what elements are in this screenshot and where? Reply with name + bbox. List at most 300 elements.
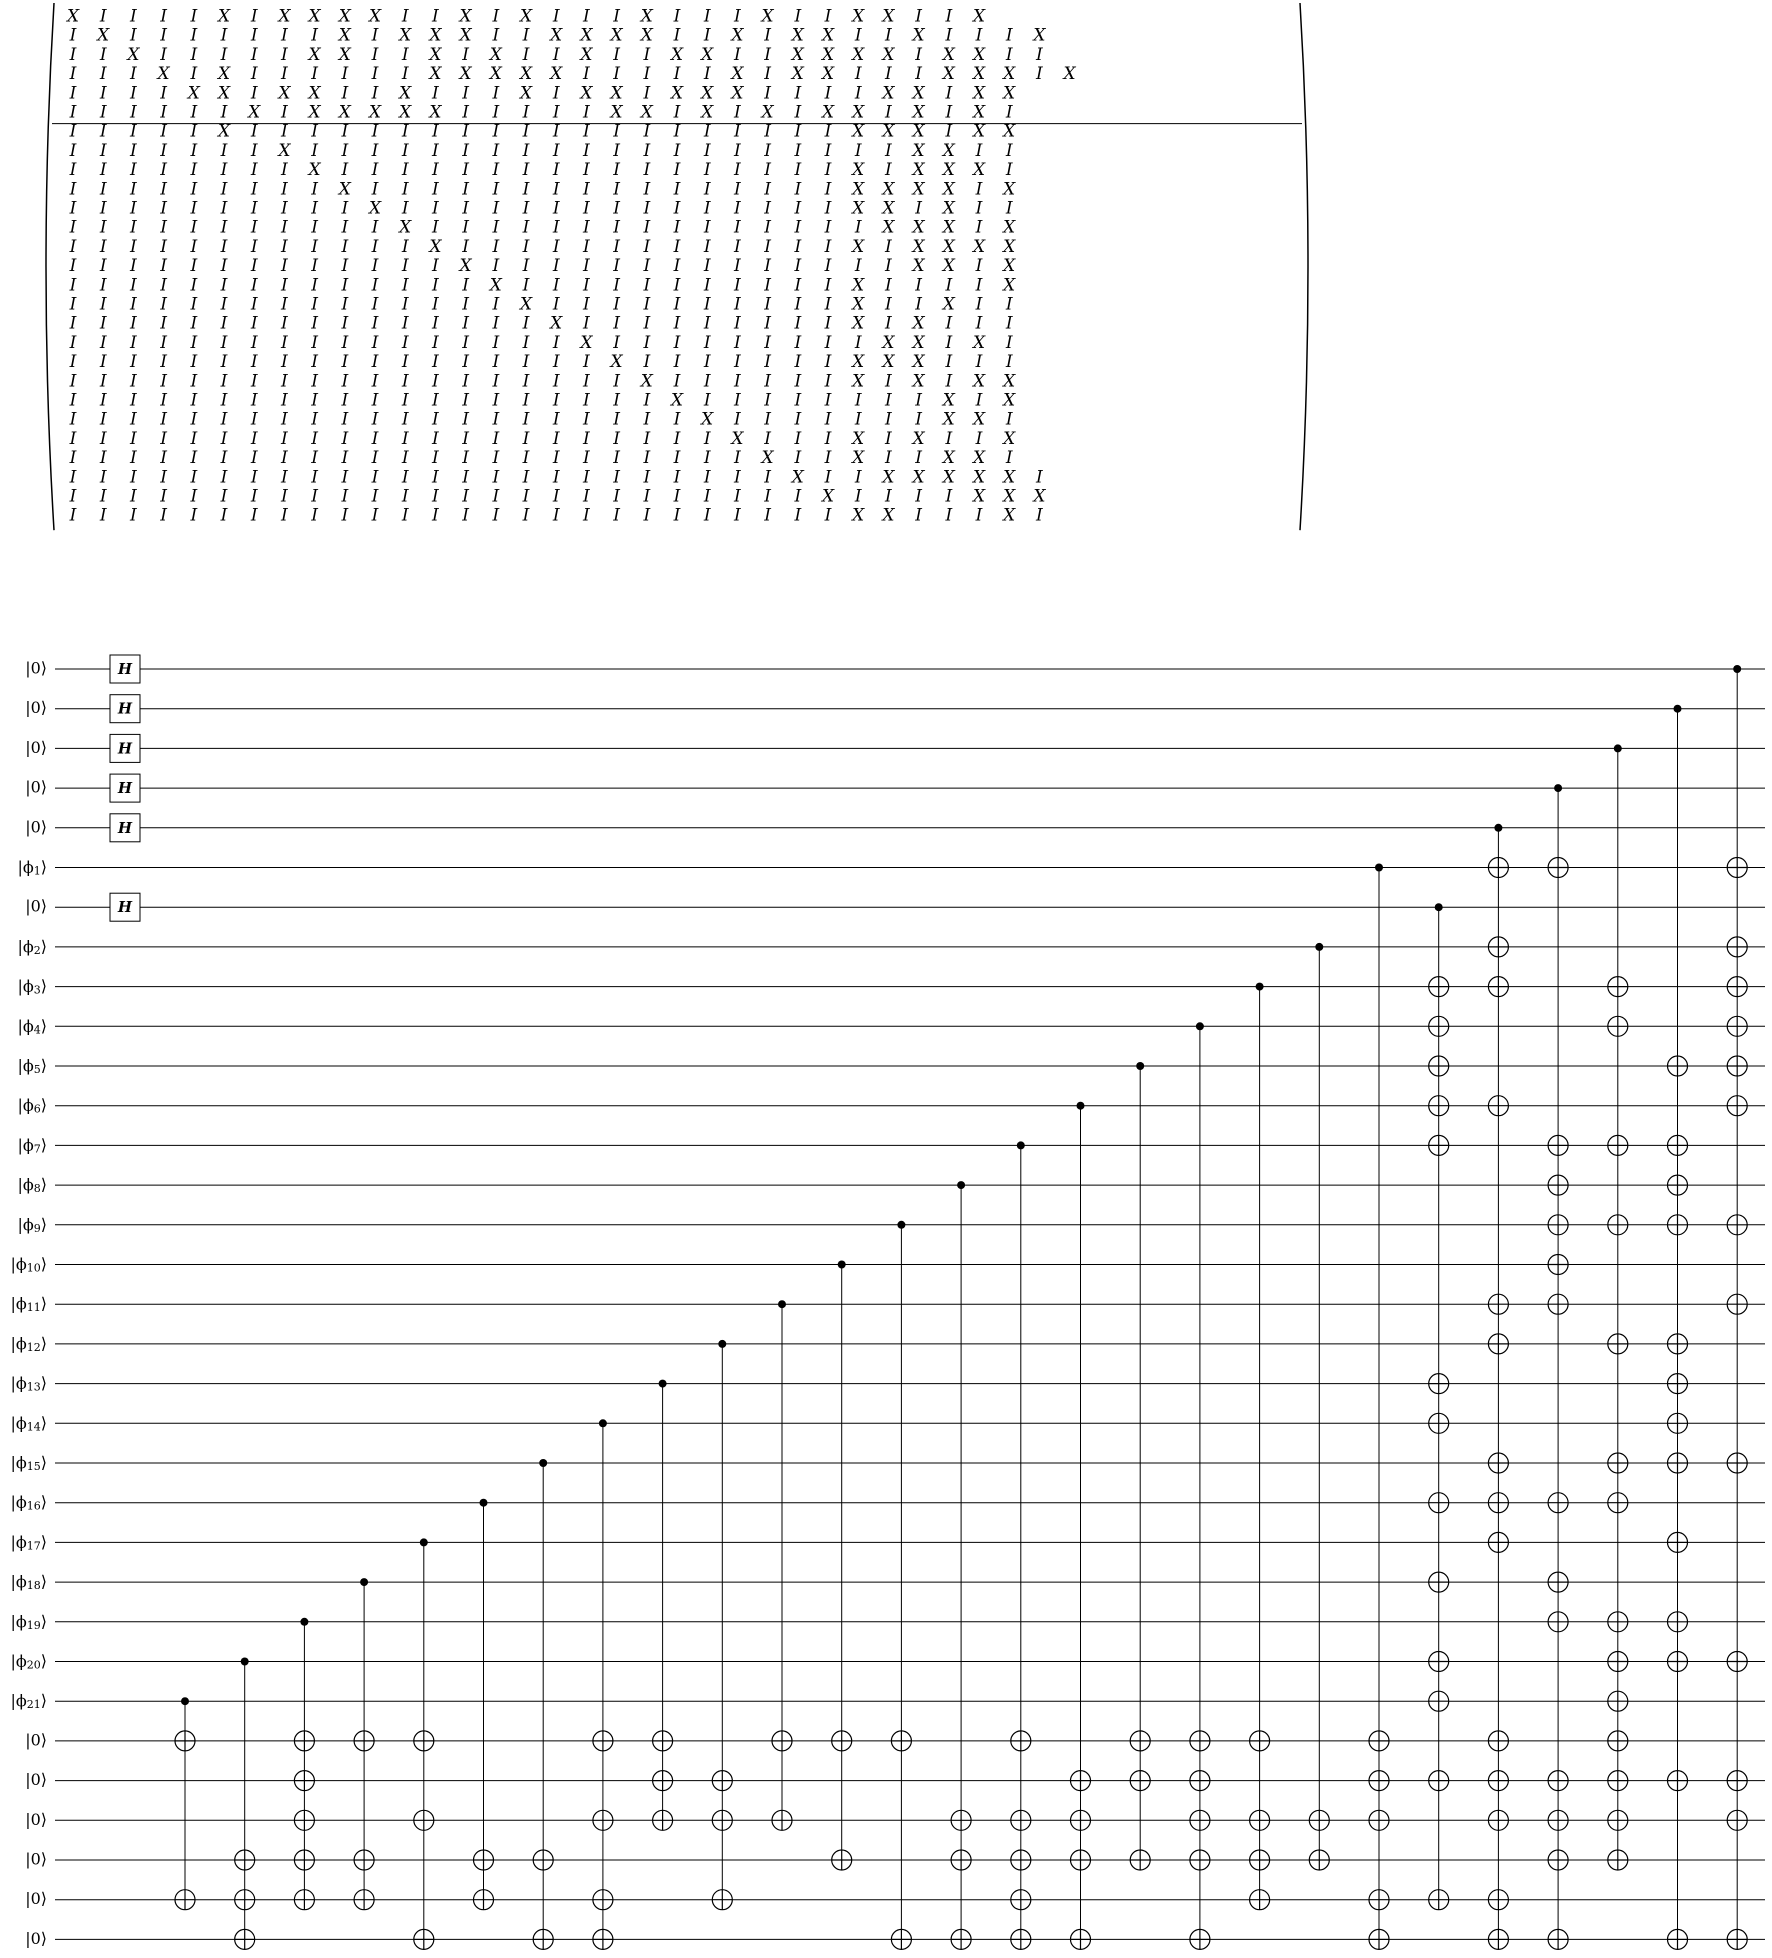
matrix-entry: I: [673, 198, 681, 219]
matrix-entry: I: [764, 428, 771, 449]
matrix-entry: I: [552, 160, 560, 181]
matrix-entry: I: [522, 505, 530, 526]
matrix-entry: I: [915, 486, 922, 507]
matrix-entry: I: [613, 256, 620, 277]
matrix-entry: I: [432, 121, 439, 142]
matrix-entry: I: [764, 294, 771, 315]
matrix-entry: I: [220, 352, 228, 373]
matrix-entry: I: [522, 256, 530, 277]
matrix-entry: X: [942, 160, 955, 181]
matrix-entry: I: [432, 390, 439, 411]
matrix-entry: I: [1036, 467, 1043, 488]
matrix-entry: X: [217, 6, 231, 27]
matrix-entry: I: [975, 179, 983, 200]
matrix-entry: I: [69, 390, 77, 411]
matrix-entry: I: [281, 44, 288, 65]
wire-label: $|\phi_{19}⟩$: [10, 1611, 47, 1632]
matrix-entry: I: [794, 121, 802, 142]
matrix-entry: I: [794, 83, 802, 104]
matrix-entry: I: [764, 140, 771, 161]
matrix-entry: I: [99, 409, 107, 430]
matrix-entry: I: [794, 486, 802, 507]
matrix-entry: I: [341, 160, 349, 181]
matrix-entry: I: [703, 198, 711, 219]
matrix-entry: I: [854, 332, 862, 353]
wire-label: |0⟩: [25, 1928, 47, 1948]
matrix-entry: I: [734, 294, 741, 315]
matrix-entry: I: [130, 256, 137, 277]
matrix-entry: I: [885, 294, 892, 315]
matrix-entry: I: [643, 44, 651, 65]
matrix-entry: I: [190, 486, 198, 507]
matrix-entry: I: [401, 256, 409, 277]
matrix-entry: I: [401, 505, 409, 526]
matrix-entry: I: [975, 140, 983, 161]
matrix-entry: I: [915, 294, 922, 315]
matrix-entry: I: [130, 64, 137, 85]
matrix-entry: X: [399, 83, 412, 104]
matrix-entry: X: [942, 44, 955, 65]
matrix-entry: I: [371, 371, 379, 392]
matrix-entry: I: [69, 428, 77, 449]
matrix-entry: I: [552, 486, 560, 507]
matrix-entry: I: [220, 217, 228, 238]
matrix-entry: I: [552, 409, 560, 430]
matrix-entry: X: [942, 64, 955, 85]
matrix-entry: I: [462, 121, 469, 142]
matrix-entry: X: [338, 179, 351, 200]
matrix-entry: X: [640, 6, 653, 27]
matrix-entry: X: [821, 486, 835, 507]
matrix-entry: I: [703, 179, 711, 200]
matrix-entry: I: [190, 44, 198, 65]
matrix-entry: I: [764, 236, 771, 257]
matrix-entry: I: [401, 6, 409, 27]
matrix-entry: I: [824, 467, 832, 488]
matrix-entry: X: [701, 102, 714, 123]
matrix-entry: X: [912, 428, 925, 449]
matrix-entry: I: [734, 179, 741, 200]
matrix-entry: I: [915, 505, 922, 526]
matrix-entry: I: [432, 294, 439, 315]
matrix-entry: X: [519, 83, 533, 104]
matrix-entry: I: [643, 352, 651, 373]
matrix-entry: I: [734, 448, 741, 469]
matrix-right-paren: [1300, 3, 1308, 530]
matrix-entry: I: [794, 505, 802, 526]
matrix-entry: I: [160, 428, 167, 449]
control-dot: [1375, 864, 1383, 872]
matrix-entry: I: [250, 486, 258, 507]
matrix-entry: I: [794, 102, 802, 123]
matrix-entry: I: [552, 179, 560, 200]
matrix-entry: I: [1005, 448, 1013, 469]
matrix-entry: I: [190, 505, 198, 526]
matrix-entry: I: [734, 332, 741, 353]
matrix-entry: I: [794, 390, 802, 411]
control-dot: [1435, 903, 1443, 911]
matrix-entry: X: [821, 102, 835, 123]
matrix-entry: I: [824, 352, 832, 373]
matrix-entry: I: [734, 102, 741, 123]
matrix-entry: I: [250, 428, 258, 449]
matrix-entry: I: [250, 160, 258, 181]
matrix-entry: I: [492, 371, 500, 392]
matrix-entry: I: [552, 352, 560, 373]
matrix-entry: I: [462, 44, 469, 65]
matrix-entry: I: [975, 313, 983, 334]
matrix-entry: I: [824, 121, 832, 142]
matrix-entry: I: [1005, 102, 1013, 123]
matrix-entry: I: [794, 217, 802, 238]
matrix-entry: I: [371, 140, 379, 161]
matrix-entry: I: [462, 505, 469, 526]
matrix-entry: I: [764, 121, 771, 142]
control-dot: [480, 1499, 488, 1507]
matrix-entry: X: [308, 6, 321, 27]
matrix-entry: X: [1003, 505, 1016, 526]
matrix-entry: I: [432, 83, 439, 104]
matrix-entry: I: [99, 256, 107, 277]
hadamard-label: H: [117, 699, 133, 718]
matrix-entry: I: [190, 390, 198, 411]
matrix-entry: I: [824, 6, 832, 27]
matrix-entry: I: [583, 217, 590, 238]
matrix-entry: X: [912, 160, 925, 181]
matrix-entry: I: [885, 486, 892, 507]
matrix-entry: I: [885, 64, 892, 85]
matrix-entry: I: [824, 428, 832, 449]
matrix-entry: I: [432, 275, 439, 296]
matrix-entry: I: [734, 409, 741, 430]
matrix-entry: I: [220, 505, 228, 526]
matrix-entry: X: [308, 44, 321, 65]
matrix-entry: I: [69, 505, 77, 526]
matrix-entry: I: [975, 294, 983, 315]
matrix-entry: I: [311, 25, 318, 46]
wire-label: $|\phi_{21}⟩$: [10, 1690, 47, 1712]
matrix-entry: I: [130, 371, 137, 392]
hadamard-label: H: [117, 898, 133, 917]
matrix-entry: I: [643, 121, 651, 142]
matrix-entry: I: [492, 160, 500, 181]
matrix-entry: I: [824, 275, 832, 296]
matrix-entry: I: [673, 102, 681, 123]
matrix-entry: I: [734, 6, 741, 27]
matrix-entry: I: [311, 256, 318, 277]
matrix-entry: I: [764, 275, 771, 296]
matrix-entry: I: [250, 313, 258, 334]
matrix-entry: X: [1003, 467, 1016, 488]
matrix-entry: I: [341, 121, 349, 142]
matrix-entry: I: [583, 486, 590, 507]
matrix-entry: I: [311, 294, 318, 315]
matrix-entry: I: [190, 313, 198, 334]
matrix-entry: I: [220, 25, 228, 46]
matrix-entry: I: [220, 428, 228, 449]
matrix-entry: X: [1003, 179, 1016, 200]
matrix-entry: X: [640, 371, 653, 392]
matrix-entry: I: [311, 140, 318, 161]
matrix-entry: I: [250, 294, 258, 315]
matrix-entry: I: [341, 294, 349, 315]
matrix-entry: I: [583, 313, 590, 334]
matrix-entry: I: [371, 313, 379, 334]
matrix-entry: I: [160, 294, 167, 315]
matrix-entry: I: [552, 102, 560, 123]
matrix-entry: I: [311, 217, 318, 238]
matrix-entry: I: [643, 332, 651, 353]
matrix-entry: X: [368, 6, 382, 27]
matrix-entry: I: [824, 409, 832, 430]
matrix-entry: I: [250, 256, 258, 277]
matrix-entry: I: [794, 6, 802, 27]
matrix-entry: I: [281, 352, 288, 373]
matrix-entry: X: [912, 352, 925, 373]
matrix-entry: I: [462, 313, 469, 334]
matrix-entry: X: [912, 217, 925, 238]
matrix-entry: I: [311, 371, 318, 392]
matrix-entry: X: [429, 25, 442, 46]
matrix-entry: I: [945, 352, 953, 373]
matrix-entry: X: [791, 64, 804, 85]
wire-label: |0⟩: [25, 817, 47, 837]
matrix-entry: X: [852, 198, 865, 219]
matrix-entry: I: [99, 121, 107, 142]
matrix-entry: I: [764, 25, 771, 46]
matrix-entry: X: [610, 25, 623, 46]
matrix-entry: I: [552, 217, 560, 238]
matrix-entry: I: [462, 371, 469, 392]
matrix-entry: I: [673, 236, 681, 257]
wire-label: $|\phi_{10}⟩$: [10, 1254, 47, 1275]
matrix-entry: I: [492, 25, 500, 46]
matrix-entry: I: [885, 275, 892, 296]
matrix-entry: I: [130, 179, 137, 200]
wire-label: $|\phi_{15}⟩$: [10, 1452, 47, 1473]
matrix-entry: I: [794, 294, 802, 315]
matrix-entry: I: [69, 371, 77, 392]
matrix-entry: I: [522, 102, 530, 123]
matrix-entry: X: [278, 6, 291, 27]
matrix-entry: I: [190, 64, 198, 85]
matrix-entry: I: [99, 505, 107, 526]
wire-label: |0⟩: [25, 1809, 47, 1829]
matrix-entry: I: [281, 217, 288, 238]
matrix-entry: I: [99, 313, 107, 334]
matrix-entry: I: [462, 428, 469, 449]
matrix-entry: I: [220, 44, 228, 65]
matrix-entry: X: [670, 83, 684, 104]
matrix-entry: X: [791, 44, 804, 65]
matrix-entry: I: [432, 160, 439, 181]
matrix-entry: I: [220, 275, 228, 296]
matrix-entry: I: [673, 448, 681, 469]
matrix-entry: I: [130, 25, 137, 46]
matrix-entry: I: [160, 371, 167, 392]
matrix-entry: I: [492, 121, 500, 142]
matrix-entry: I: [190, 140, 198, 161]
wire-label: |0⟩: [25, 1849, 47, 1869]
matrix-entry: I: [311, 467, 318, 488]
matrix-entry: I: [885, 428, 892, 449]
control-dot: [1614, 744, 1622, 752]
matrix-entry: I: [854, 486, 862, 507]
matrix-entry: I: [462, 332, 469, 353]
wire-label: $|\phi_7⟩$: [17, 1134, 47, 1156]
matrix-entry: I: [69, 140, 77, 161]
matrix-entry: X: [972, 121, 986, 142]
matrix-entry: I: [160, 198, 167, 219]
matrix-entry: I: [673, 371, 681, 392]
matrix-entry: I: [311, 390, 318, 411]
matrix-entry: I: [220, 160, 228, 181]
matrix-entry: I: [341, 505, 349, 526]
matrix-entry: I: [311, 428, 318, 449]
matrix-entry: I: [69, 256, 77, 277]
matrix-entry: I: [341, 390, 349, 411]
matrix-entry: I: [99, 467, 107, 488]
matrix-entry: X: [519, 6, 533, 27]
matrix-entry: X: [429, 44, 442, 65]
matrix-entry: X: [519, 64, 533, 85]
matrix-entry: I: [824, 294, 832, 315]
wire-label: $|\phi_9⟩$: [17, 1214, 47, 1235]
matrix-entry: I: [311, 313, 318, 334]
matrix-entry: I: [99, 217, 107, 238]
matrix-entry: I: [703, 352, 711, 373]
matrix-entry: X: [580, 83, 593, 104]
matrix-entry: I: [703, 236, 711, 257]
matrix-entry: I: [885, 313, 892, 334]
matrix-entry: I: [854, 83, 862, 104]
control-dot: [897, 1221, 905, 1229]
matrix-entry: I: [854, 217, 862, 238]
matrix-entry: I: [583, 352, 590, 373]
matrix-entry: I: [250, 467, 258, 488]
matrix-entry: I: [69, 313, 77, 334]
matrix-entry: X: [882, 217, 895, 238]
matrix-entry: I: [703, 467, 711, 488]
matrix-entry: I: [824, 83, 832, 104]
matrix-entry: I: [552, 198, 560, 219]
matrix-entry: I: [401, 332, 409, 353]
matrix-entry: I: [220, 448, 228, 469]
matrix-entry: X: [338, 102, 351, 123]
matrix-entry: I: [673, 64, 681, 85]
matrix-entry: I: [522, 179, 530, 200]
matrix-entry: I: [643, 409, 651, 430]
matrix-entry: X: [217, 64, 231, 85]
matrix-entry: I: [341, 64, 349, 85]
matrix-entry: I: [99, 6, 107, 27]
matrix-entry: I: [703, 25, 711, 46]
matrix-entry: I: [613, 140, 620, 161]
matrix-entry: I: [764, 64, 771, 85]
matrix-entry: I: [824, 313, 832, 334]
matrix-entry: X: [187, 83, 200, 104]
matrix-entry: I: [552, 371, 560, 392]
matrix-entry: I: [975, 428, 983, 449]
matrix-entry: I: [764, 313, 771, 334]
matrix-entry: I: [794, 236, 802, 257]
matrix-entry: I: [371, 294, 379, 315]
matrix-entry: X: [308, 160, 321, 181]
matrix-entry: I: [401, 179, 409, 200]
matrix-entry: I: [734, 217, 741, 238]
matrix-entry: I: [975, 198, 983, 219]
matrix-entry: I: [250, 275, 258, 296]
wire-label: |0⟩: [25, 698, 47, 718]
control-dot: [1017, 1141, 1025, 1149]
matrix-entry: X: [640, 25, 653, 46]
matrix-entry: I: [462, 352, 469, 373]
matrix-entry: I: [250, 64, 258, 85]
matrix-entry: I: [522, 275, 530, 296]
matrix-entry: I: [824, 371, 832, 392]
matrix-entry: X: [731, 83, 744, 104]
control-dot: [420, 1538, 428, 1546]
matrix-entry: X: [459, 6, 472, 27]
matrix-entry: I: [371, 486, 379, 507]
matrix-entry: I: [69, 102, 77, 123]
matrix-entry: I: [462, 83, 469, 104]
matrix-entry: X: [429, 236, 442, 257]
matrix-entry: I: [220, 140, 228, 161]
matrix-entry: I: [432, 6, 439, 27]
matrix-entry: I: [432, 505, 439, 526]
matrix-entry: I: [281, 121, 288, 142]
matrix-entry: I: [1005, 352, 1013, 373]
matrix-entry: I: [703, 313, 711, 334]
matrix-entry: I: [250, 25, 258, 46]
matrix-entry: I: [160, 352, 167, 373]
matrix-entry: I: [130, 6, 137, 27]
matrix-entry: I: [341, 486, 349, 507]
wire-label: $|\phi_5⟩$: [17, 1055, 47, 1076]
matrix-entry: I: [371, 160, 379, 181]
matrix-entry: I: [401, 448, 409, 469]
matrix-entry: X: [459, 25, 472, 46]
matrix-entry: I: [552, 121, 560, 142]
matrix-entry: X: [550, 313, 563, 334]
matrix-entry: I: [583, 140, 590, 161]
matrix-entry: X: [308, 102, 321, 123]
matrix-entry: X: [368, 198, 382, 219]
matrix-entry: X: [127, 44, 140, 65]
matrix-entry: I: [703, 217, 711, 238]
matrix-entry: I: [734, 275, 741, 296]
matrix-entry: I: [492, 313, 500, 334]
matrix-entry: I: [552, 6, 560, 27]
matrix-entry: X: [821, 64, 835, 85]
matrix-entry: X: [791, 25, 804, 46]
matrix-entry: I: [69, 64, 77, 85]
matrix-entry: X: [489, 275, 502, 296]
matrix-entry: I: [794, 160, 802, 181]
matrix-entry: I: [1005, 160, 1013, 181]
matrix-entry: I: [250, 179, 258, 200]
control-dot: [1077, 1102, 1085, 1110]
matrix-entry: I: [160, 102, 167, 123]
matrix-entry: I: [613, 179, 620, 200]
matrix-entry: I: [613, 428, 620, 449]
matrix-entry: I: [99, 275, 107, 296]
hadamard-label: H: [117, 818, 133, 837]
matrix-entry: I: [643, 428, 651, 449]
matrix-entry: I: [401, 467, 409, 488]
matrix-entry: I: [522, 390, 530, 411]
